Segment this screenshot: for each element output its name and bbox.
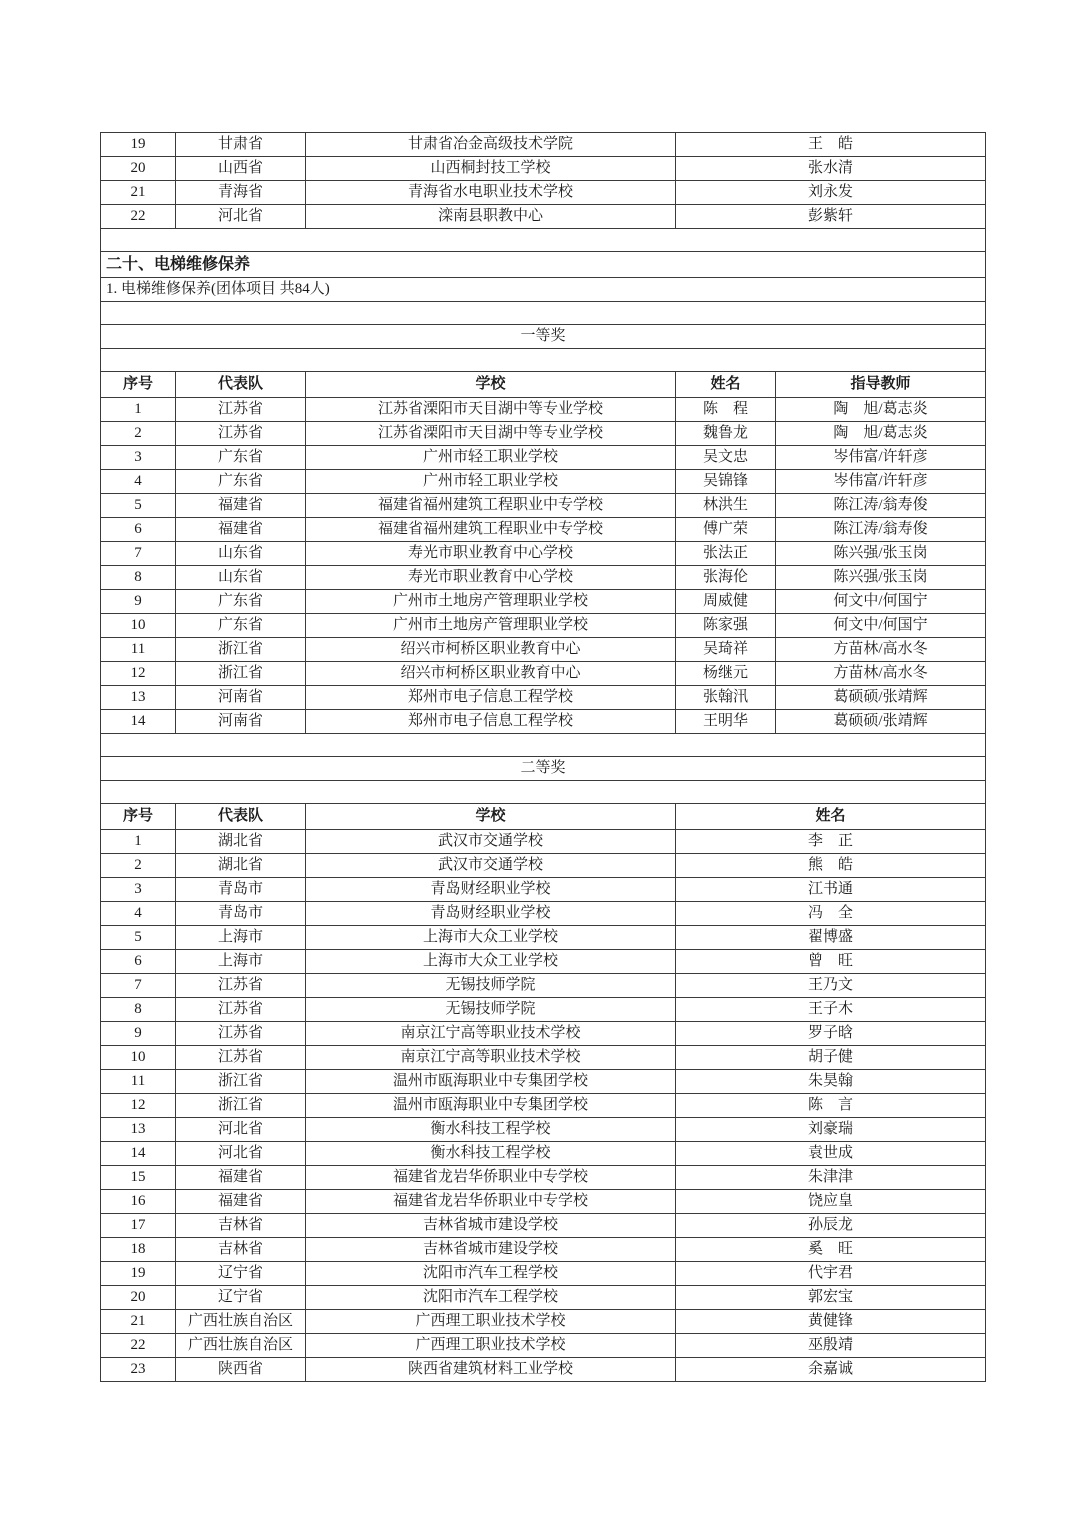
cell-name: 饶应皇 bbox=[676, 1190, 986, 1214]
cell-name: 周威健 bbox=[676, 590, 776, 614]
cell-school: 沈阳市汽车工程学校 bbox=[306, 1262, 676, 1286]
cell-name: 郭宏宝 bbox=[676, 1286, 986, 1310]
table-row bbox=[101, 662, 986, 686]
cell-name: 刘永发 bbox=[676, 181, 986, 205]
cell-seq: 8 bbox=[101, 998, 176, 1022]
col-header-name: 姓名 bbox=[676, 804, 986, 830]
cell-name: 曾 旺 bbox=[676, 950, 986, 974]
cell-team: 陕西省 bbox=[176, 1358, 306, 1382]
cell-name: 刘豪瑞 bbox=[676, 1118, 986, 1142]
cell-team: 浙江省 bbox=[176, 1094, 306, 1118]
cell-name: 胡子健 bbox=[676, 1046, 986, 1070]
cell-team: 吉林省 bbox=[176, 1238, 306, 1262]
table-row bbox=[101, 566, 986, 590]
cell-name: 翟博盛 bbox=[676, 926, 986, 950]
cell-school: 江苏省溧阳市天目湖中等专业学校 bbox=[306, 422, 676, 446]
table-row bbox=[101, 902, 986, 926]
cell-seq: 21 bbox=[101, 181, 176, 205]
cell-seq: 22 bbox=[101, 205, 176, 229]
cell-name: 代宇君 bbox=[676, 1262, 986, 1286]
second-prize-label-row bbox=[101, 757, 986, 781]
cell-seq: 1 bbox=[101, 398, 176, 422]
cell-school: 滦南县职教中心 bbox=[306, 205, 676, 229]
table-row bbox=[101, 1022, 986, 1046]
cell-name: 傅广荣 bbox=[676, 518, 776, 542]
cell-name: 冯 全 bbox=[676, 902, 986, 926]
cell-school: 武汉市交通学校 bbox=[306, 854, 676, 878]
cell-name: 王乃文 bbox=[676, 974, 986, 998]
cell-seq: 13 bbox=[101, 1118, 176, 1142]
table-row bbox=[101, 1310, 986, 1334]
cell-name: 余嘉诚 bbox=[676, 1358, 986, 1382]
cell-seq: 3 bbox=[101, 446, 176, 470]
second-prize-header-row bbox=[101, 804, 986, 830]
table-row bbox=[101, 878, 986, 902]
spacer-row bbox=[101, 229, 986, 252]
cell-school: 青岛财经职业学校 bbox=[306, 878, 676, 902]
cell-school: 广西理工职业技术学校 bbox=[306, 1310, 676, 1334]
cell-seq: 6 bbox=[101, 950, 176, 974]
section-subtitle-row bbox=[101, 278, 986, 302]
cell-school: 陕西省建筑材料工业学校 bbox=[306, 1358, 676, 1382]
section-title-row bbox=[101, 252, 986, 278]
col-header-seq: 序号 bbox=[101, 372, 176, 398]
table-row bbox=[101, 1142, 986, 1166]
cell-team: 青岛市 bbox=[176, 878, 306, 902]
cell-team: 青海省 bbox=[176, 181, 306, 205]
table-row bbox=[101, 614, 986, 638]
table-row bbox=[101, 974, 986, 998]
cell-seq: 1 bbox=[101, 830, 176, 854]
table-row bbox=[101, 1262, 986, 1286]
cell-teachers: 岑伟富/许轩彦 bbox=[776, 470, 986, 494]
cell-school: 福建省福州建筑工程职业中专学校 bbox=[306, 518, 676, 542]
cell-school: 绍兴市柯桥区职业教育中心 bbox=[306, 638, 676, 662]
table-row bbox=[101, 638, 986, 662]
table-row bbox=[101, 1118, 986, 1142]
cell-school: 温州市瓯海职业中专集团学校 bbox=[306, 1070, 676, 1094]
cell-school: 广州市轻工职业学校 bbox=[306, 470, 676, 494]
cell-school: 青岛财经职业学校 bbox=[306, 902, 676, 926]
cell-team: 江苏省 bbox=[176, 1022, 306, 1046]
cell-school: 福建省龙岩华侨职业中专学校 bbox=[306, 1166, 676, 1190]
cell-school: 广州市土地房产管理职业学校 bbox=[306, 614, 676, 638]
cell-team: 上海市 bbox=[176, 950, 306, 974]
cell-name: 吴琦祥 bbox=[676, 638, 776, 662]
table-row bbox=[101, 133, 986, 157]
table-row bbox=[101, 470, 986, 494]
table-row bbox=[101, 181, 986, 205]
cell-name: 罗子晗 bbox=[676, 1022, 986, 1046]
cell-school: 广州市轻工职业学校 bbox=[306, 446, 676, 470]
table-row bbox=[101, 398, 986, 422]
cell-teachers: 葛硕硕/张靖辉 bbox=[776, 686, 986, 710]
cell-team: 福建省 bbox=[176, 1190, 306, 1214]
col-header-team: 代表队 bbox=[176, 804, 306, 830]
cell-team: 湖北省 bbox=[176, 830, 306, 854]
second-prize-block bbox=[101, 734, 986, 830]
spacer-cell bbox=[101, 229, 986, 252]
table-row bbox=[101, 542, 986, 566]
cell-team: 江苏省 bbox=[176, 998, 306, 1022]
cell-school: 青海省水电职业技术学校 bbox=[306, 181, 676, 205]
cell-team: 河北省 bbox=[176, 1142, 306, 1166]
cell-teachers: 葛硕硕/张靖辉 bbox=[776, 710, 986, 734]
cell-name: 张法正 bbox=[676, 542, 776, 566]
cell-name: 彭紫轩 bbox=[676, 205, 986, 229]
cell-teachers: 陈江涛/翁寿俊 bbox=[776, 518, 986, 542]
table-row bbox=[101, 1358, 986, 1382]
cell-school: 广西理工职业技术学校 bbox=[306, 1334, 676, 1358]
cell-name: 陈家强 bbox=[676, 614, 776, 638]
cell-name: 王 皓 bbox=[676, 133, 986, 157]
cell-school: 温州市瓯海职业中专集团学校 bbox=[306, 1094, 676, 1118]
cell-team: 福建省 bbox=[176, 518, 306, 542]
cell-school: 衡水科技工程学校 bbox=[306, 1118, 676, 1142]
cell-team: 甘肃省 bbox=[176, 133, 306, 157]
table-row bbox=[101, 494, 986, 518]
cell-school: 南京江宁高等职业技术学校 bbox=[306, 1046, 676, 1070]
cell-name: 孙辰龙 bbox=[676, 1214, 986, 1238]
spacer-cell bbox=[101, 734, 986, 757]
spacer-cell bbox=[101, 349, 986, 372]
table-row bbox=[101, 1238, 986, 1262]
section-block bbox=[101, 229, 986, 398]
cell-team: 辽宁省 bbox=[176, 1286, 306, 1310]
cell-seq: 10 bbox=[101, 614, 176, 638]
cell-seq: 11 bbox=[101, 638, 176, 662]
table-row bbox=[101, 1334, 986, 1358]
cell-teachers: 陈兴强/张玉岗 bbox=[776, 566, 986, 590]
section-title: 二十、电梯维修保养 bbox=[101, 252, 986, 278]
cell-school: 无锡技师学院 bbox=[306, 974, 676, 998]
table-row bbox=[101, 446, 986, 470]
cell-school: 南京江宁高等职业技术学校 bbox=[306, 1022, 676, 1046]
cell-seq: 6 bbox=[101, 518, 176, 542]
cell-name: 吴锦锋 bbox=[676, 470, 776, 494]
cell-team: 浙江省 bbox=[176, 1070, 306, 1094]
cell-teachers: 陶 旭/葛志炎 bbox=[776, 422, 986, 446]
cell-team: 广东省 bbox=[176, 446, 306, 470]
cell-name: 杨继元 bbox=[676, 662, 776, 686]
cell-team: 福建省 bbox=[176, 1166, 306, 1190]
cell-teachers: 陶 旭/葛志炎 bbox=[776, 398, 986, 422]
table-row bbox=[101, 1046, 986, 1070]
cell-seq: 16 bbox=[101, 1190, 176, 1214]
table-row bbox=[101, 590, 986, 614]
cell-team: 河南省 bbox=[176, 710, 306, 734]
cell-seq: 22 bbox=[101, 1334, 176, 1358]
first-prize-table-body bbox=[101, 398, 986, 734]
table-row bbox=[101, 1166, 986, 1190]
cell-seq: 23 bbox=[101, 1358, 176, 1382]
cell-seq: 7 bbox=[101, 542, 176, 566]
cell-team: 江苏省 bbox=[176, 974, 306, 998]
cell-name: 李 正 bbox=[676, 830, 986, 854]
cell-school: 绍兴市柯桥区职业教育中心 bbox=[306, 662, 676, 686]
spacer-row bbox=[101, 781, 986, 804]
cell-name: 黄健锋 bbox=[676, 1310, 986, 1334]
cell-team: 广西壮族自治区 bbox=[176, 1310, 306, 1334]
col-header-teachers: 指导教师 bbox=[776, 372, 986, 398]
cell-team: 山东省 bbox=[176, 542, 306, 566]
cell-team: 广东省 bbox=[176, 470, 306, 494]
cell-seq: 11 bbox=[101, 1070, 176, 1094]
table-row bbox=[101, 1070, 986, 1094]
table-row bbox=[101, 926, 986, 950]
cell-seq: 5 bbox=[101, 494, 176, 518]
cell-seq: 5 bbox=[101, 926, 176, 950]
cell-name: 张海伦 bbox=[676, 566, 776, 590]
cell-team: 广东省 bbox=[176, 590, 306, 614]
cell-team: 河南省 bbox=[176, 686, 306, 710]
cell-name: 张翰汛 bbox=[676, 686, 776, 710]
cell-school: 武汉市交通学校 bbox=[306, 830, 676, 854]
table-row bbox=[101, 950, 986, 974]
cell-name: 巫殷靖 bbox=[676, 1334, 986, 1358]
cell-team: 江苏省 bbox=[176, 1046, 306, 1070]
cell-team: 辽宁省 bbox=[176, 1262, 306, 1286]
cell-school: 郑州市电子信息工程学校 bbox=[306, 686, 676, 710]
spacer-row bbox=[101, 349, 986, 372]
cell-team: 广西壮族自治区 bbox=[176, 1334, 306, 1358]
cell-name: 张水清 bbox=[676, 157, 986, 181]
cell-school: 广州市土地房产管理职业学校 bbox=[306, 590, 676, 614]
cell-seq: 21 bbox=[101, 1310, 176, 1334]
cell-team: 湖北省 bbox=[176, 854, 306, 878]
spacer-cell bbox=[101, 302, 986, 325]
cell-seq: 9 bbox=[101, 1022, 176, 1046]
table-row bbox=[101, 686, 986, 710]
cell-team: 河北省 bbox=[176, 1118, 306, 1142]
cell-name: 陈 言 bbox=[676, 1094, 986, 1118]
cell-teachers: 陈兴强/张玉岗 bbox=[776, 542, 986, 566]
cell-school: 福建省龙岩华侨职业中专学校 bbox=[306, 1190, 676, 1214]
cell-school: 江苏省溧阳市天目湖中等专业学校 bbox=[306, 398, 676, 422]
second-prize-label: 二等奖 bbox=[101, 757, 986, 781]
cell-school: 吉林省城市建设学校 bbox=[306, 1214, 676, 1238]
cell-seq: 19 bbox=[101, 1262, 176, 1286]
table-row bbox=[101, 205, 986, 229]
col-header-school: 学校 bbox=[306, 372, 676, 398]
cell-seq: 10 bbox=[101, 1046, 176, 1070]
cell-team: 上海市 bbox=[176, 926, 306, 950]
cell-seq: 20 bbox=[101, 1286, 176, 1310]
cell-school: 福建省福州建筑工程职业中专学校 bbox=[306, 494, 676, 518]
cell-name: 王明华 bbox=[676, 710, 776, 734]
cell-school: 沈阳市汽车工程学校 bbox=[306, 1286, 676, 1310]
cell-seq: 8 bbox=[101, 566, 176, 590]
cell-team: 山西省 bbox=[176, 157, 306, 181]
cell-school: 无锡技师学院 bbox=[306, 998, 676, 1022]
table-row bbox=[101, 157, 986, 181]
cell-name: 袁世成 bbox=[676, 1142, 986, 1166]
cell-name: 吴文忠 bbox=[676, 446, 776, 470]
cell-school: 郑州市电子信息工程学校 bbox=[306, 710, 676, 734]
table-row bbox=[101, 854, 986, 878]
cell-seq: 9 bbox=[101, 590, 176, 614]
cell-seq: 13 bbox=[101, 686, 176, 710]
cell-teachers: 陈江涛/翁寿俊 bbox=[776, 494, 986, 518]
cell-seq: 7 bbox=[101, 974, 176, 998]
table-row bbox=[101, 422, 986, 446]
spacer-row bbox=[101, 302, 986, 325]
table-row bbox=[101, 710, 986, 734]
cell-team: 吉林省 bbox=[176, 1214, 306, 1238]
cell-teachers: 岑伟富/许轩彦 bbox=[776, 446, 986, 470]
cell-team: 青岛市 bbox=[176, 902, 306, 926]
cell-name: 朱津津 bbox=[676, 1166, 986, 1190]
table-row bbox=[101, 1190, 986, 1214]
cell-school: 甘肃省冶金高级技术学院 bbox=[306, 133, 676, 157]
col-header-name: 姓名 bbox=[676, 372, 776, 398]
second-prize-table-body bbox=[101, 830, 986, 1382]
cell-teachers: 方苗林/高水冬 bbox=[776, 638, 986, 662]
col-header-seq: 序号 bbox=[101, 804, 176, 830]
cell-team: 江苏省 bbox=[176, 422, 306, 446]
cell-seq: 2 bbox=[101, 422, 176, 446]
cell-seq: 15 bbox=[101, 1166, 176, 1190]
award-results-document bbox=[100, 132, 985, 1382]
cell-seq: 14 bbox=[101, 1142, 176, 1166]
cell-seq: 18 bbox=[101, 1238, 176, 1262]
table-row bbox=[101, 1286, 986, 1310]
cell-name: 王子木 bbox=[676, 998, 986, 1022]
cell-teachers: 何文中/何国宁 bbox=[776, 614, 986, 638]
continuation-table-body bbox=[101, 133, 986, 229]
cell-school: 上海市大众工业学校 bbox=[306, 926, 676, 950]
cell-team: 山东省 bbox=[176, 566, 306, 590]
cell-school: 上海市大众工业学校 bbox=[306, 950, 676, 974]
cell-seq: 4 bbox=[101, 902, 176, 926]
cell-team: 广东省 bbox=[176, 614, 306, 638]
cell-name: 江书通 bbox=[676, 878, 986, 902]
cell-name: 林洪生 bbox=[676, 494, 776, 518]
cell-seq: 4 bbox=[101, 470, 176, 494]
cell-name: 朱昊翰 bbox=[676, 1070, 986, 1094]
cell-school: 衡水科技工程学校 bbox=[306, 1142, 676, 1166]
cell-seq: 20 bbox=[101, 157, 176, 181]
cell-seq: 12 bbox=[101, 662, 176, 686]
cell-school: 寿光市职业教育中心学校 bbox=[306, 542, 676, 566]
col-header-school: 学校 bbox=[306, 804, 676, 830]
cell-team: 浙江省 bbox=[176, 638, 306, 662]
cell-seq: 19 bbox=[101, 133, 176, 157]
first-prize-label: 一等奖 bbox=[101, 325, 986, 349]
spacer-row bbox=[101, 734, 986, 757]
cell-seq: 2 bbox=[101, 854, 176, 878]
results-grid bbox=[100, 132, 986, 1382]
section-subtitle: 1. 电梯维修保养(团体项目 共84人) bbox=[101, 278, 986, 302]
cell-seq: 14 bbox=[101, 710, 176, 734]
cell-team: 浙江省 bbox=[176, 662, 306, 686]
cell-name: 陈 程 bbox=[676, 398, 776, 422]
cell-team: 江苏省 bbox=[176, 398, 306, 422]
first-prize-label-row bbox=[101, 325, 986, 349]
cell-seq: 12 bbox=[101, 1094, 176, 1118]
cell-name: 奚 旺 bbox=[676, 1238, 986, 1262]
table-row bbox=[101, 830, 986, 854]
spacer-cell bbox=[101, 781, 986, 804]
cell-teachers: 何文中/何国宁 bbox=[776, 590, 986, 614]
col-header-team: 代表队 bbox=[176, 372, 306, 398]
cell-team: 福建省 bbox=[176, 494, 306, 518]
table-row bbox=[101, 1094, 986, 1118]
cell-seq: 17 bbox=[101, 1214, 176, 1238]
cell-seq: 3 bbox=[101, 878, 176, 902]
cell-school: 山西桐封技工学校 bbox=[306, 157, 676, 181]
table-row bbox=[101, 998, 986, 1022]
cell-team: 河北省 bbox=[176, 205, 306, 229]
cell-name: 魏鲁龙 bbox=[676, 422, 776, 446]
cell-school: 寿光市职业教育中心学校 bbox=[306, 566, 676, 590]
cell-school: 吉林省城市建设学校 bbox=[306, 1238, 676, 1262]
cell-teachers: 方苗林/高水冬 bbox=[776, 662, 986, 686]
cell-name: 熊 皓 bbox=[676, 854, 986, 878]
first-prize-header-row bbox=[101, 372, 986, 398]
table-row bbox=[101, 518, 986, 542]
table-row bbox=[101, 1214, 986, 1238]
